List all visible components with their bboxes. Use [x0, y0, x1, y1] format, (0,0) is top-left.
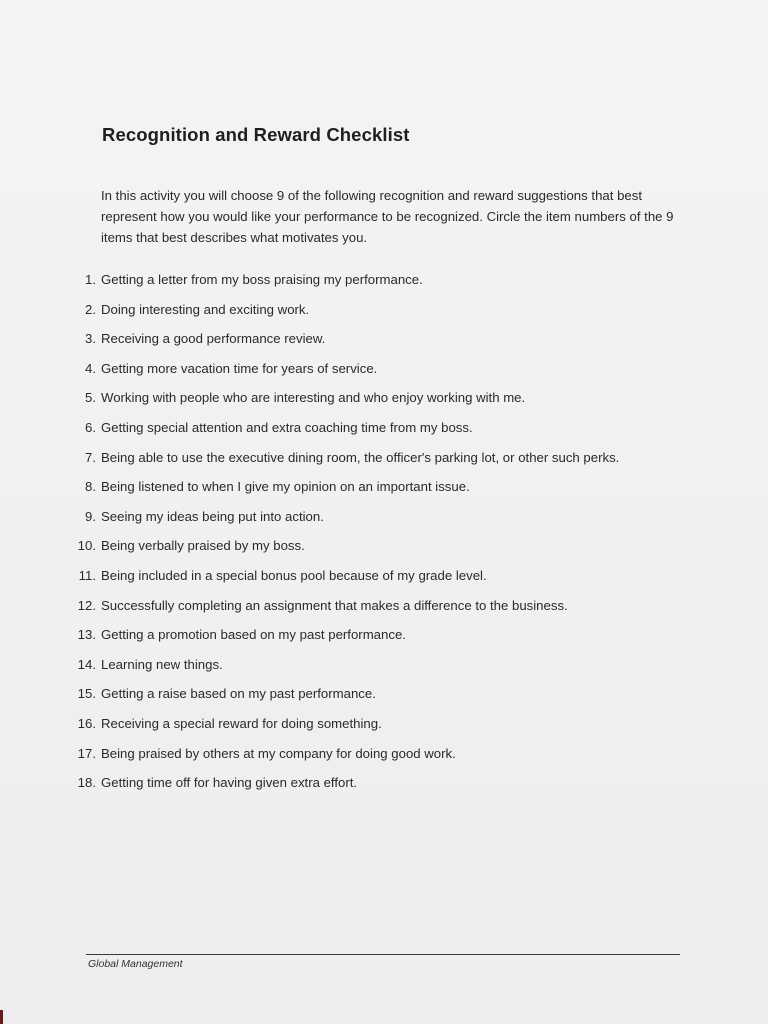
item-text: Getting a letter from my boss praising my performance. [101, 272, 423, 287]
item-number: 9. [85, 508, 96, 524]
checklist-item [0, 568, 768, 598]
checklist-item [0, 716, 768, 746]
item-text: Receiving a special reward for doing something. [101, 715, 382, 731]
checklist-item [0, 627, 768, 657]
page-title: Recognition and Reward Checklist [102, 124, 410, 145]
item-number: 12. [77, 597, 96, 613]
checklist-item [0, 538, 768, 568]
item-text: Being able to use the executive dining room, the officer's parking lot, or other such perks. [101, 449, 620, 465]
item-text: Being verbally praised by my boss. [101, 538, 305, 554]
checklist-item [0, 686, 768, 716]
item-text: Doing interesting and exciting work. [101, 301, 310, 317]
checklist-item [0, 390, 768, 420]
item-number: 6. [85, 419, 96, 435]
item-number: 14. [77, 656, 96, 672]
item-number: 10. [77, 538, 96, 554]
item-number: 4. [85, 360, 96, 376]
footer-divider [86, 954, 680, 955]
item-number: 3. [85, 331, 96, 347]
item-number: 7. [85, 449, 96, 465]
item-number: 17. [77, 745, 96, 761]
item-number: 11. [78, 567, 96, 583]
item-number: 2. [85, 301, 96, 317]
checklist-item [0, 302, 768, 332]
checklist-item [0, 450, 768, 480]
item-text: Seeing my ideas being put into action. [101, 508, 324, 524]
item-text: Successfully completing an assignment that makes a difference to the business. [101, 597, 568, 613]
item-text: Getting a raise based on my past performance. [101, 686, 376, 702]
checklist-item [0, 746, 768, 776]
item-number: 13. [77, 627, 96, 643]
item-number: 15. [77, 686, 96, 702]
checklist-item [0, 361, 768, 391]
item-text: Getting a promotion based on my past performance. [101, 627, 406, 643]
item-number: 8. [85, 479, 96, 495]
item-text: Being included in a special bonus pool because of my grade level. [101, 567, 487, 583]
item-text: Being praised by others at my company for doing good work. [101, 745, 456, 761]
item-number: 1. [85, 272, 96, 287]
checklist-item [0, 272, 768, 302]
item-text: Getting special attention and extra coaching time from my boss. [101, 419, 473, 435]
item-text: Being listened to when I give my opinion on an important issue. [101, 479, 470, 495]
checklist-item [0, 598, 768, 628]
item-number: 16. [77, 715, 96, 731]
item-number: 18. [77, 775, 96, 791]
item-text: Getting more vacation time for years of service. [101, 360, 378, 376]
checklist-item [0, 420, 768, 450]
item-text: Working with people who are interesting and who enjoy working with me. [101, 390, 526, 406]
item-text: Receiving a good performance review. [101, 331, 326, 347]
checklist-item [0, 331, 768, 361]
checklist-item [0, 509, 768, 539]
checklist-item [0, 775, 768, 805]
intro-paragraph: In this activity you will choose 9 of the following recognition and reward suggestions that best represent how you would like your performance to be recognized. Circle the item numbers of the 9 items that best describes what motivates you. [101, 188, 674, 245]
item-text: Getting time off for having given extra effort. [101, 775, 358, 791]
checklist [0, 272, 768, 805]
checklist-item [0, 657, 768, 687]
item-text: Learning new things. [101, 656, 223, 672]
scan-edge-mark [0, 1010, 3, 1024]
footer-label: Global Management [88, 958, 183, 970]
checklist-item [0, 479, 768, 509]
item-number: 5. [85, 390, 96, 406]
